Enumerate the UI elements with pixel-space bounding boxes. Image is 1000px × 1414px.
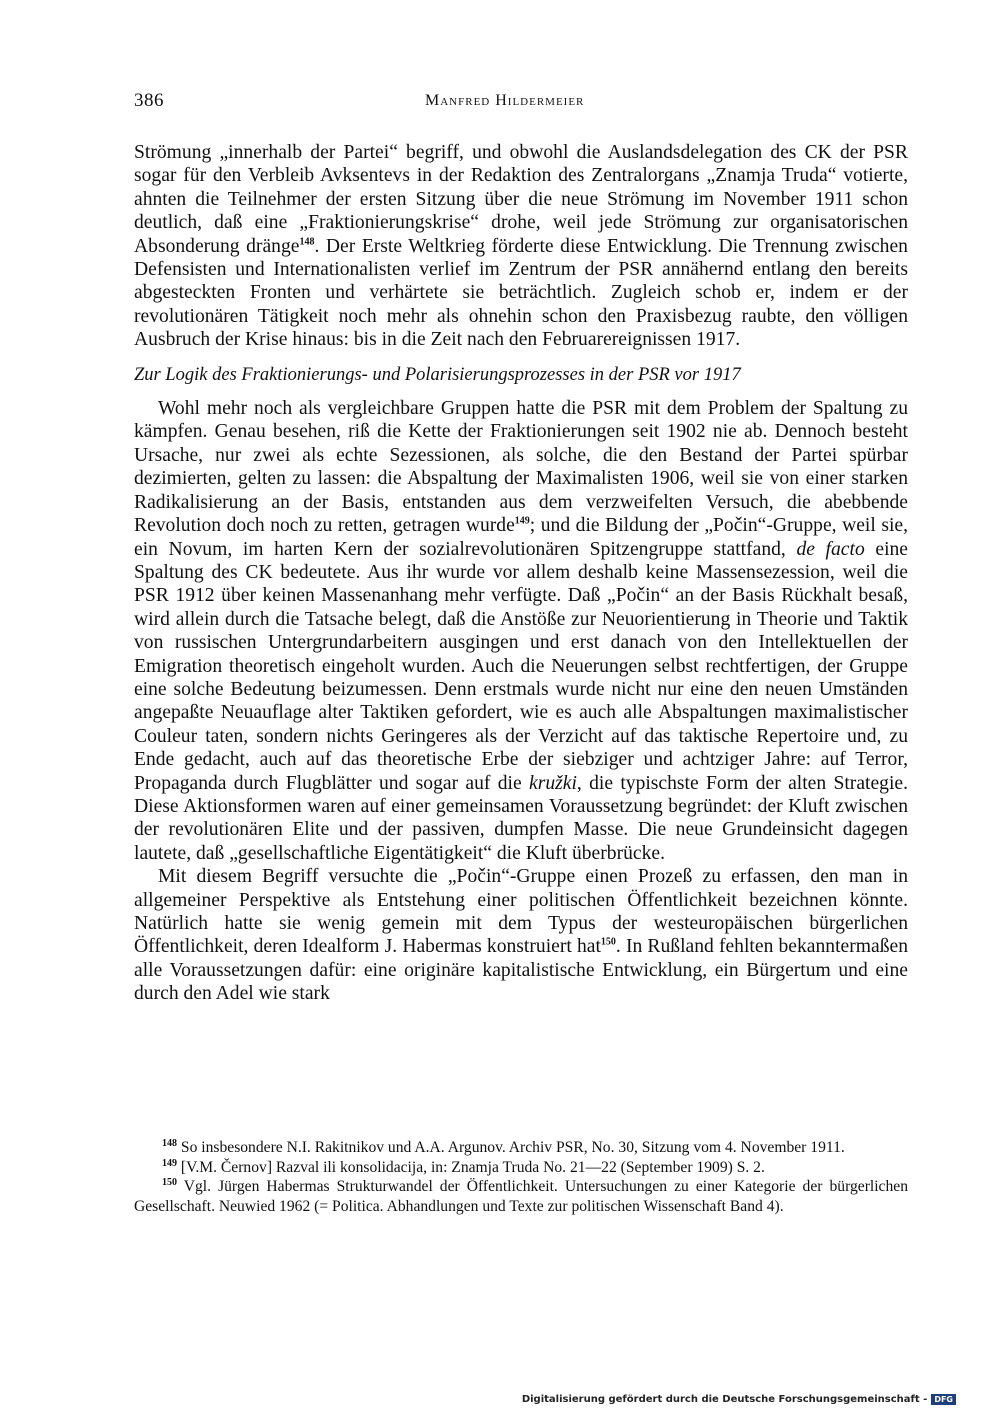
footer-text: Digitalisierung gefördert durch die Deutsche Forschungsgemeinschaft -	[521, 1394, 928, 1405]
paragraph-2	[134, 397, 908, 865]
de-facto-italic: de facto	[796, 538, 865, 560]
footnotes	[134, 1138, 908, 1216]
paragraph-1-text: Strömung „innerhalb der Partei“ begriff, und obwohl die Auslandsdelegation des CK der PSR sogar für den Verbleib Avksentevs in der Redaktion des Zentralorgans „Znamja Truda“ votierte, ahnten die Teilnehmer der ersten Sitzung über die neue Strömung im November 1911 schon deutlich, daß eine „Fraktionierungskrise“ drohe, weil jede Strömung zur organisatorischen Absonderung dränge	[134, 142, 908, 257]
footnote-149	[134, 1158, 908, 1178]
digitization-footer	[522, 1394, 956, 1405]
footnote-number: 150	[162, 1176, 177, 1188]
footnote-150	[134, 1177, 908, 1216]
footnote-number: 149	[162, 1157, 177, 1169]
footnote-148	[134, 1138, 908, 1158]
footnote-text: Vgl. Jürgen Habermas Strukturwandel der Öffentlichkeit. Untersuchungen zu einer Kategorie der bürgerlichen Gesellschaft. Neuwied 1962 (= Politica. Abhandlungen und Texte zur politischen Wissenschaft Band 4).	[134, 1178, 908, 1215]
paragraph-2-text-d: , die typischste Form der alten Strategie. Diese Aktionsformen waren auf einer gemeinsamen Voraussetzung begründet: der Kluft zwischen der revolutionären Elite und der passiven, dumpfen Masse. Die neue Grundeinsicht dagegen lautete, daß „gesellschaftliche Eigentätigkeit“ die Kluft überbrücke.	[134, 772, 908, 864]
paragraph-3-text: Mit diesem Begriff versuchte die „Počin“-Gruppe einen Prozeß zu erfassen, den man in allgemeiner Perspektive als Entstehung einer politischen Öffentlichkeit bezeichnen könnte. Natürlich hatte sie wenig gemein mit dem Typus der westeuropäischen bürgerlichen Öffentlichkeit, deren Idealform J. Habermas konstruiert hat	[134, 866, 908, 958]
running-head: Manfred Hildermeier	[425, 92, 585, 109]
paragraph-1	[134, 141, 908, 352]
footnote-text: So insbesondere N.I. Rakitnikov und A.A. Argunov. Archiv PSR, No. 30, Sitzung vom 4. November 1911.	[180, 1139, 845, 1156]
footnote-ref-150: 150	[600, 936, 616, 948]
paragraph-1-text-cont: . Der Erste Weltkrieg förderte diese Entwicklung. Die Trennung zwischen Defensisten und Internationalisten verlief im Zentrum der PSR annähernd entlang den bereits abgesteckten Fronten und verhärtete sie beträchtlich. Zugleich schob er, indem er der revolutionären Tätigkeit noch mehr als ohnehin schon den Praxisbezug raubte, den völligen Ausbruch der Krise hinaus: bis in die Zeit nach den Februarereignissen 1917.	[134, 235, 908, 351]
paragraph-2-text: Wohl mehr noch als vergleichbare Gruppen hatte die PSR mit dem Problem der Spaltung zu kämpfen. Genau besehen, riß die Kette der Fraktionierungen seit 1902 nie ab. Dennoch besteht Ursache, nur zwei als echte Sezessionen, als solche, die den Bestand der Partei spürbar dezimierten, gelten zu lassen: die Abspaltung der Maximalisten 1906, weil sie von einer starken Radikalisierung an der Basis, entstanden aus dem verzweifelten Versuch, die abebbende Revolution doch noch zu retten, getragen wurde	[134, 398, 908, 537]
page-number: 386	[134, 90, 164, 111]
footnote-ref-148: 148	[299, 236, 315, 248]
kruzki-italic: kružki	[529, 772, 577, 794]
footnote-ref-149: 149	[514, 515, 530, 527]
paragraph-2-text-b: ; und die Bildung der „Počin“-Gruppe, weil sie, ein Novum, im harten Kern der sozialrevolutionären Spitzengruppe stattfand,	[134, 515, 908, 560]
paragraph-3	[134, 865, 908, 1005]
paragraph-2-text-c: eine Spaltung des CK bedeutete. Aus ihr wurde vor allem deshalb keine Massensezession, weil die PSR 1912 über keinen Massenanhang mehr verfügte. Daß „Počin“ an der Basis Rückhalt besaß, wird allein durch die Tatsache belegt, daß die Anstöße zur Neuorientierung in Theorie und Taktik von russischen Untergrundarbeitern ausgingen und erst danach von den Intellektuellen der Emigration theoretisch eingeholt wurden. Auch die Neuerungen selbst rechtfertigen, der Gruppe eine solche Bedeutung beizumessen. Denn erstmals wurde nicht nur eine den neuen Umständen angepaßte Neuauflage alter Taktiken gefordert, wie es auch alle Abspaltungen maximalistischer Couleur taten, sondern nichts Geringeres als der Verzicht auf das taktische Repertoire und, zu Ende gedacht, auch auf das theoretische Erbe der siebziger und achtziger Jahre: auf Terror, Propaganda durch Flugblätter und sogar auf die	[134, 538, 909, 794]
footnote-text: [V.M. Černov] Razval ili konsolidacija, in: Znamja Truda No. 21—22 (September 1909) S. 2.	[180, 1158, 765, 1176]
footnote-number: 148	[162, 1137, 177, 1149]
dfg-logo: DFG	[931, 1394, 956, 1405]
body-text	[134, 141, 908, 1006]
paragraph-3-text-b: . In Rußland fehlten bekanntermaßen alle Voraussetzungen dafür: eine originäre kapitalistische Entwicklung, ein Bürgertum und eine durch den Adel wie stark	[134, 936, 908, 1005]
section-heading: Zur Logik des Fraktionierungs- und Polarisierungsprozesses in der PSR vor 1917	[134, 364, 741, 385]
